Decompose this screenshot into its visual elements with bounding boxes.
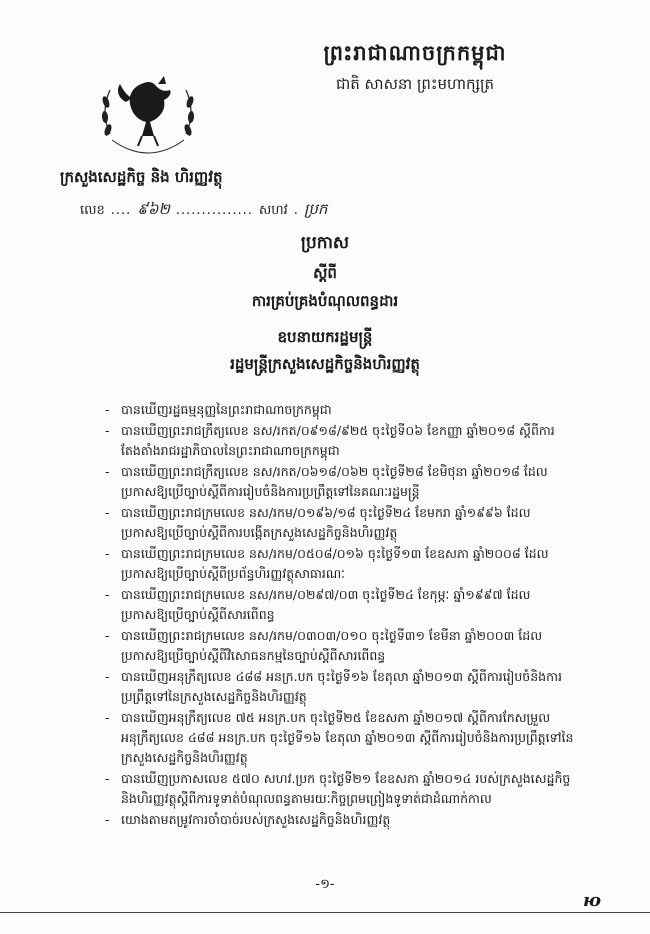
reference-dots-2: ............... [175,203,253,218]
issuer-title: ឧបនាយករដ្ឋមន្ត្រី [277,328,373,346]
reference-number: ៩៦២ [137,200,170,218]
footer-divider [0,912,650,913]
reference-dots: .... [110,203,132,218]
ministry-name: ក្រសួងសេដ្ឋកិច្ច និង ហិរញ្ញវត្ថុ [60,168,223,186]
list-item: - បានឃើញព្រះរាជក្រមលេខ នស/រកម/០៣០៣/០១០ ចុះថ្ងៃទី៣១ ខែមីនា ឆ្នាំ២០០៣ ដែលប្រកាសឱ្យប្រើច្បាប់ស្តីពីវិសោធនកម្មនៃច្បាប់ស្តីពីសារពើពន្ធ [105,626,575,666]
issuer-ministry: រដ្ឋមន្ត្រីក្រសួងសេដ្ឋកិច្ចនិងហិរញ្ញវត្ថុ [230,355,420,373]
list-item: - បានឃើញព្រះរាជក្រមលេខ នស/រកម/០២៩៧/០៣ ចុះថ្ងៃទី២៤ ខែកុម្ភៈ ឆ្នាំ១៩៩៧ ដែលប្រកាសឱ្យប្រើច្បាប់ស្តីពីសារពើពន្ធ [105,585,575,625]
list-item: - បានឃើញព្រះរាជក្រឹត្យលេខ នស/រកត/០៩១៨/៩២៥ ចុះថ្ងៃទី០៦ ខែកញ្ញា ឆ្នាំ២០១៨ ស្តីពីការតែងតាំងរាជរដ្ឋាភិបាលនៃព្រះរាជាណាចក្រកម្ពុជា [105,421,575,461]
about-label: ស្តីពី [313,264,337,282]
reference-separator: . [293,203,298,218]
signature-initial: ю [583,890,602,911]
list-item: - យោងតាមតម្រូវការចាំបាច់របស់ក្រសួងសេដ្ឋកិច្ចនិងហិរញ្ញវត្ថុ [105,810,575,830]
list-item: - បានឃើញព្រះរាជក្រឹត្យលេខ នស/រកត/០៦១៨/០៦២ ចុះថ្ងៃទី២៨ ខែមិថុនា ឆ្នាំ២០១៨ ដែលប្រកាសឱ្យប្រើច្បាប់ស្តីពីការរៀបចំនិងការប្រព្រឹត្តទៅនៃគណៈរដ្ឋមន្ត្រី [105,462,575,502]
kingdom-header [250,40,580,97]
reference-abbr-label: សហវ [258,203,288,218]
list-item: - បានឃើញប្រកាសលេខ ៥៧០ សហវ.ប្រក ចុះថ្ងៃទី២១ ខែឧសភា ឆ្នាំ២០១៤ របស់ក្រសួងសេដ្ឋកិច្ចនិងហិរញ្ញវត្ថុស្តីពីការទូទាត់បំណុលពន្ធតាមរយៈកិច្ចព្រមព្រៀងទូទាត់ជាដំណាក់កាល [105,769,575,809]
document-type: ប្រកាស [300,233,350,253]
list-item: - បានឃើញអនុក្រឹត្យលេខ ៤៨៨ អនក្រ.បក ចុះថ្ងៃទី១៦ ខែតុលា ឆ្នាំ២០១៣ ស្តីពីការរៀបចំនិងការប្រព្រឹត្តទៅនៃក្រសួងសេដ្ឋកិច្ចនិងហិរញ្ញវត្ថុ [105,667,575,707]
kingdom-motto: ជាតិ សាសនា ព្រះមហាក្សត្រ [335,75,495,93]
reference-no-label: លេខ [80,203,105,218]
reference-line [80,200,327,222]
reference-abbr: ប្រក [303,200,328,218]
legal-references-list [105,400,575,831]
list-item: - បានឃើញអនុក្រឹត្យលេខ ៧៥ អនក្រ.បក ចុះថ្ងៃទី២៥ ខែឧសភា ឆ្នាំ២០១៧ ស្តីពីការកែសម្រួលអនុក្រឹត្យលេខ ៤៨៨ អនក្រ.បក ចុះថ្ងៃទី១៦ ខែតុលា ឆ្នាំ២០១៣ ស្តីពីការរៀបចំនិងការប្រព្រឹត្តទៅនៃក្រសួងសេដ្ឋកិច្ចនិងហិរញ្ញវត្ថុ [105,708,575,768]
page-number: -១- [315,877,335,892]
list-item: - បានឃើញរដ្ឋធម្មនុញ្ញនៃព្រះរាជាណាចក្រកម្ពុជា [105,400,575,420]
ministry-seal-icon [88,62,208,167]
document-subject: ការគ្រប់គ្រងបំណុលពន្ធដារ [251,292,399,310]
list-item: - បានឃើញព្រះរាជក្រមលេខ នស/រកម/០១៩៦/១៨ ចុះថ្ងៃទី២៤ ខែមករា ឆ្នាំ១៩៩៦ ដែលប្រកាសឱ្យប្រើច្បាប់ស្តីពីការបង្កើតក្រសួងសេដ្ឋកិច្ចនិងហិរញ្ញវត្ថុ [105,503,575,543]
list-item: - បានឃើញព្រះរាជក្រមលេខ នស/រកម/០៥០៨/០១៦ ចុះថ្ងៃទី១៣ ខែឧសភា ឆ្នាំ២០០៨ ដែលប្រកាសឱ្យប្រើច្បាប់ស្តីពីប្រព័ន្ធហិរញ្ញវត្ថុសាធារណៈ [105,544,575,584]
kingdom-title: ព្រះរាជាណាចក្រកម្ពុជា [323,41,507,65]
